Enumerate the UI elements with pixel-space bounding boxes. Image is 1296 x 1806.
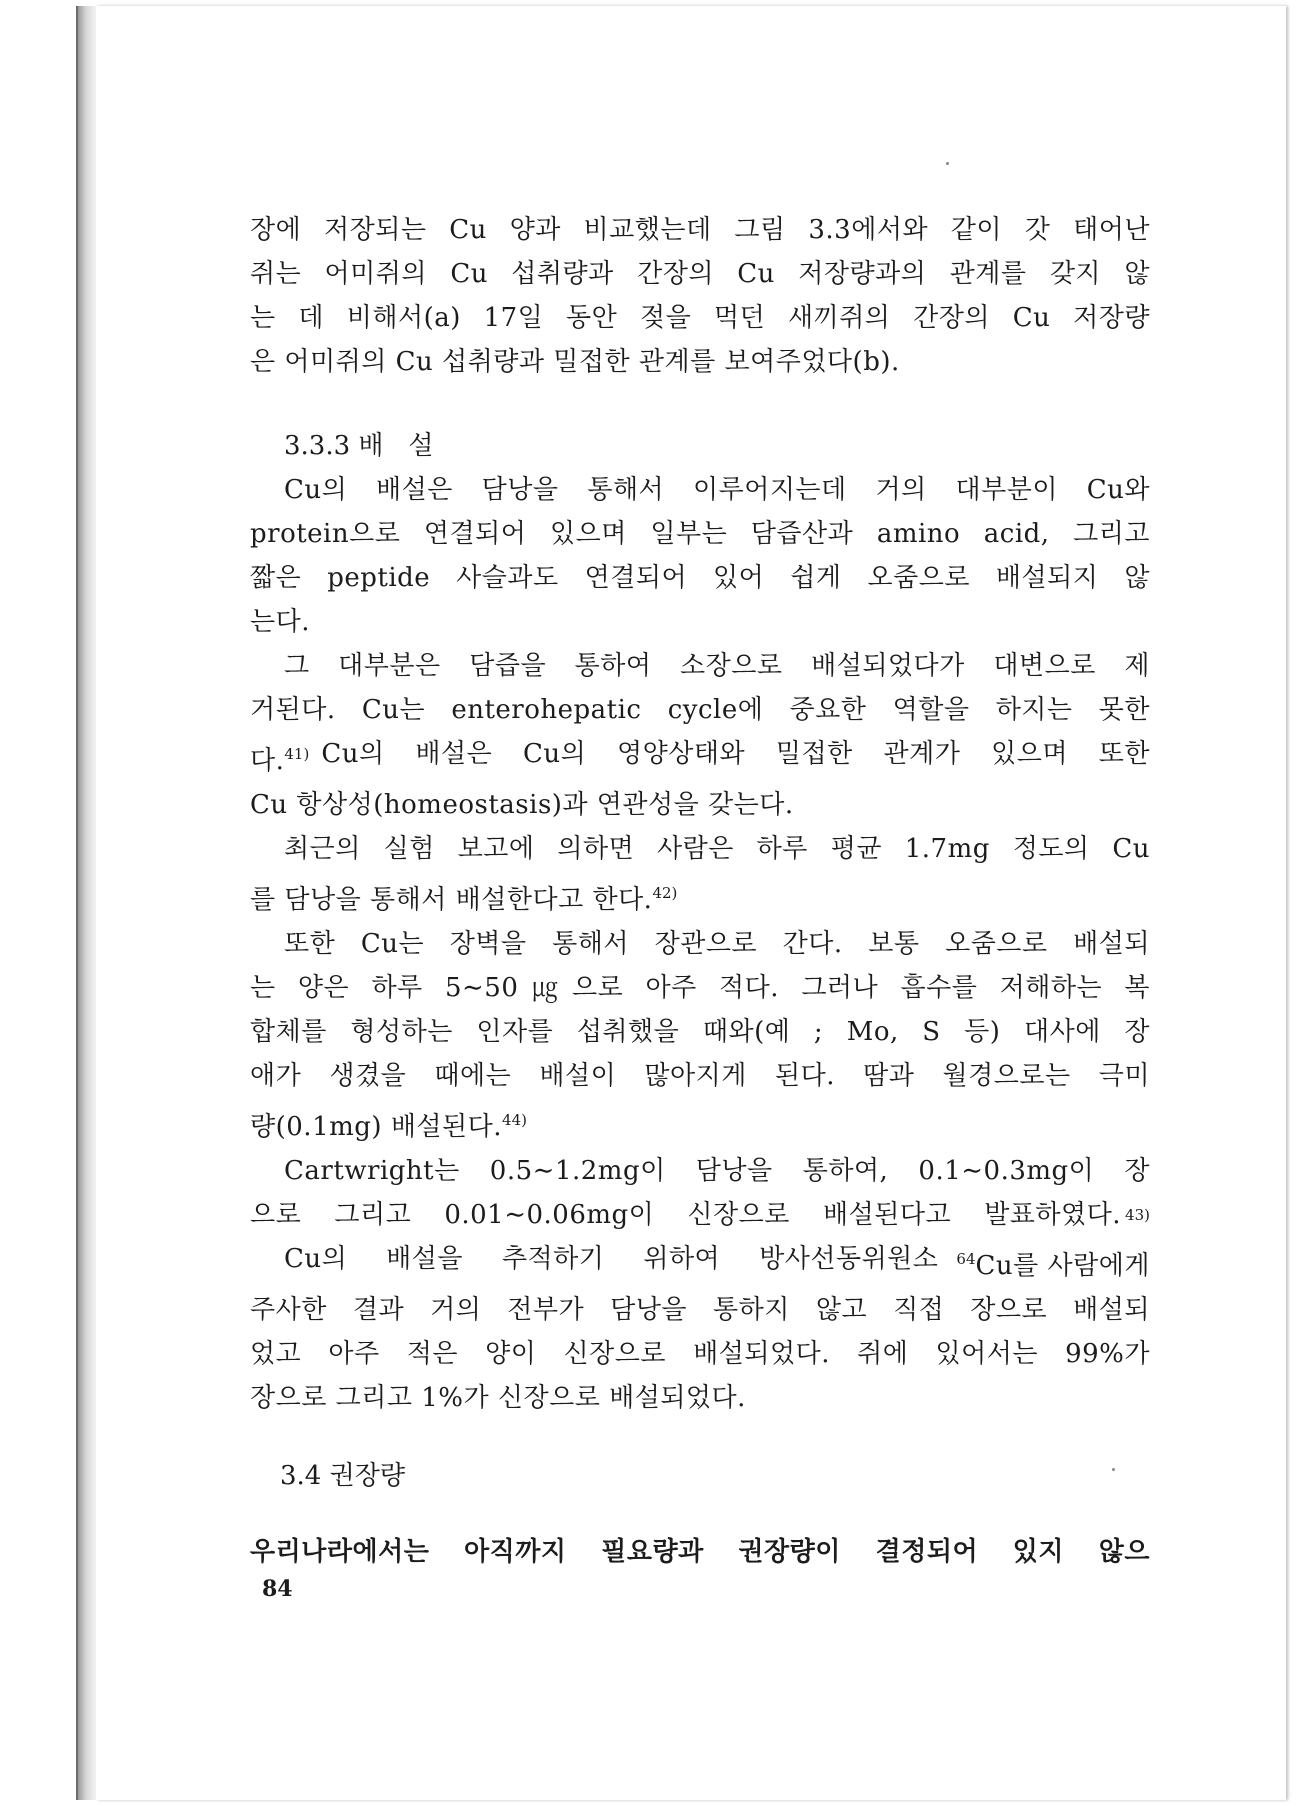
text-line: 거된다. Cu는 enterohepatic cycle에 중요한 역할을 하지는 못한 — [250, 695, 1150, 725]
citation-ref: 44) — [502, 1111, 527, 1129]
paragraph — [250, 922, 1150, 1149]
citation-ref: 41) — [284, 745, 310, 763]
text-line: Cu 항상성(homeostasis)과 연관성을 갖는다. — [250, 790, 794, 820]
speck-mark — [946, 162, 949, 165]
text-line: Cu의 배설은 담낭을 통해서 이루어지는데 거의 대부분이 Cu와 — [284, 475, 1150, 505]
text-line: 주사한 결과 거의 전부가 담낭을 통하지 않고 직접 장으로 배설되 — [250, 1295, 1150, 1325]
text-fragment: 를 담낭을 통해서 배설한다고 한다. — [250, 885, 653, 915]
citation-ref: 42) — [652, 884, 678, 902]
paragraph — [250, 827, 1150, 922]
page-content — [250, 208, 1150, 1574]
text-line: 최근의 실험 보고에 의하면 사람은 하루 평균 1.7mg 정도의 Cu — [284, 834, 1150, 864]
text-line: 는다. — [250, 607, 310, 637]
text-fragment: Cu의 배설은 Cu의 영양상태와 밀접한 관계가 있으며 또한 — [321, 739, 1150, 769]
text-line: 쥐는 어미쥐의 Cu 섭취량과 간장의 Cu 저장량과의 관계를 갖지 않 — [250, 259, 1150, 289]
text-fragment: 다. — [250, 746, 285, 776]
text-line: 애가 생겼을 때에는 배설이 많아지게 된다. 땀과 월경으로는 극미 — [250, 1061, 1150, 1091]
paragraph — [250, 644, 1150, 827]
section-heading: 3.3.3 배 설 — [284, 431, 434, 461]
text-line: 장에 저장되는 Cu 양과 비교했는데 그림 3.3에서와 같이 갓 태어난 — [250, 215, 1150, 245]
text-line: 또한 Cu는 장벽을 통해서 장관으로 간다. 보통 오줌으로 배설되 — [284, 929, 1150, 959]
paragraph — [250, 208, 1150, 384]
text-fragment: 으로 그리고 0.01∼0.06mg이 신장으로 배설된다고 발표하였다. — [250, 1200, 1122, 1230]
text-line: 은 어미쥐의 Cu 섭취량과 밀접한 관계를 보여주었다(b). — [250, 347, 900, 377]
text-line — [250, 1193, 1150, 1237]
paragraph — [250, 1530, 1150, 1574]
text-fragment: Cu의 배설을 추적하기 위하여 방사선동위원소 — [284, 1244, 939, 1274]
text-line: 었고 아주 적은 양이 신장으로 배설되었다. 쥐에 있어서는 99%가 — [250, 1339, 1150, 1369]
text-line: 그 대부분은 담즙을 통하여 소장으로 배설되었다가 대변으로 제 — [284, 651, 1150, 681]
text-line — [250, 732, 1150, 783]
text-line: 는 양은 하루 5∼50㎍으로 아주 적다. 그러나 흡수를 저해하는 복 — [250, 973, 1150, 1003]
text-line — [250, 1237, 1150, 1288]
text-line: Cartwright는 0.5∼1.2mg이 담낭을 통하여, 0.1∼0.3mg이 장 — [284, 1156, 1150, 1186]
paragraph — [250, 1237, 1150, 1420]
text-line: 짧은 peptide 사슬과도 연결되어 있어 쉽게 오줌으로 배설되지 않 — [250, 563, 1150, 593]
text-line — [250, 1098, 1150, 1149]
citation-ref: 43) — [1125, 1206, 1150, 1224]
text-fragment: Cu를 사람에게 — [975, 1251, 1150, 1281]
text-line: 우리나라에서는 아직까지 필요량과 권장량이 결정되어 있지 않으 — [250, 1537, 1150, 1567]
isotope-mass-number: 64 — [956, 1250, 976, 1268]
text-line — [250, 871, 1150, 922]
text-line: protein으로 연결되어 있으며 일부는 담즙산과 amino acid, 그리고 — [250, 519, 1150, 549]
text-line: 합체를 형성하는 인자를 섭취했을 때와(예 ; Mo, S 등) 대사에 장 — [250, 1017, 1150, 1047]
text-fragment: 량(0.1mg) 배설된다. — [250, 1112, 503, 1142]
speck-mark — [1112, 1468, 1115, 1471]
section-heading: 3.4 권장량 — [280, 1461, 405, 1491]
page-number: 84 — [262, 1576, 293, 1602]
text-line: 는 데 비해서(a) 17일 동안 젖을 먹던 새끼쥐의 간장의 Cu 저장량 — [250, 303, 1150, 333]
text-line: 장으로 그리고 1%가 신장으로 배설되었다. — [250, 1383, 746, 1413]
paragraph — [250, 468, 1150, 644]
paragraph — [250, 1149, 1150, 1237]
